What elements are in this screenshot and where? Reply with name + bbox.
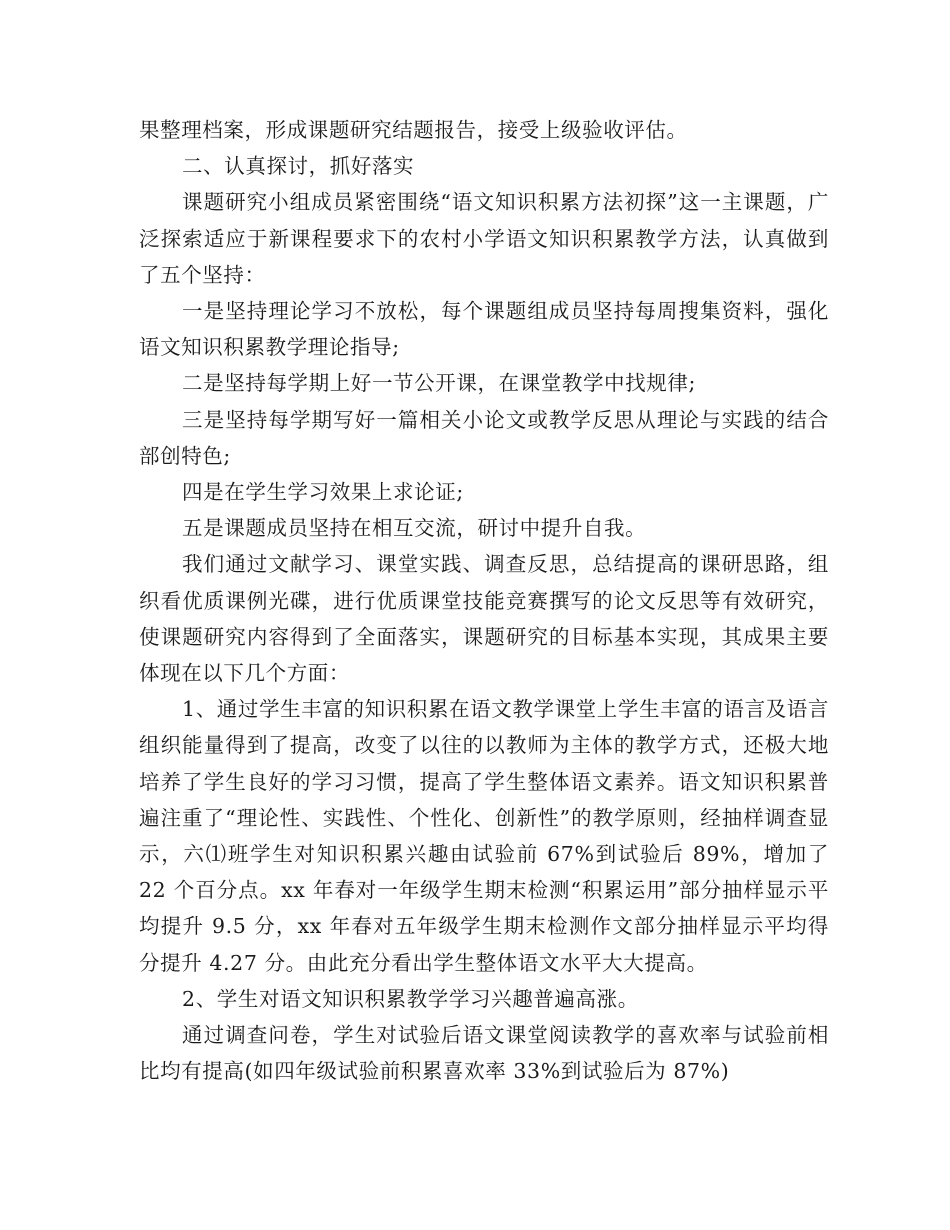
section-heading: 二、认真探讨，抓好落实 — [182, 154, 415, 179]
list-item: 二是坚持每学期上好一节公开课，在课堂教学中找规律; — [182, 371, 696, 396]
document-body — [139, 112, 829, 1089]
list-item: 三是坚持每学期写好一篇相关小论文或教学反思从理论与实践的结合部创特色; — [139, 407, 829, 468]
paragraph-continuation: 果整理档案，形成课题研究结题报告，接受上级验收评估。 — [139, 118, 688, 142]
paragraph: 1、通过学生丰富的知识积累在语文教学课堂上学生丰富的语言及语言组织能量得到了提高，改变了以往的以教师为主体的教学方式，还极大地培养了学生良好的学习习惯，提高了学生整体语文素养。语文知识积累普遍注重了“理论性、实践性、个性化、创新性”的教学原则，经抽样调查显示，六⑴班学生对知识积累兴趣由试验前 67%到试验后 89%，增加了 22 个百分点。xx 年春对一年级学生期末检测“积累运用”部分抽样显示平均提升 9.5 分，xx 年春对五年级学生期末检测作文部分抽样显示平均得分提升 4.27 分。由此充分看出学生整体语文水平大大提高。 — [139, 697, 829, 975]
paragraph: 课题研究小组成员紧密围绕“语文知识积累方法初探”这一主课题，广泛探索适应于新课程要求下的农村小学语文知识积累教学方法，认真做到了五个坚持： — [139, 190, 829, 287]
list-item: 四是在学生学习效果上求论证; — [182, 480, 464, 505]
numbered-heading: 2、学生对语文知识积累教学学习兴趣普遍高涨。 — [182, 986, 639, 1011]
list-item: 五是课题成员坚持在相互交流，研讨中提升自我。 — [182, 516, 647, 541]
paragraph: 我们通过文献学习、课堂实践、调查反思，总结提高的课研思路，组织看优质课例光碟，进行优质课堂技能竞赛撰写的论文反思等有效研究，使课题研究内容得到了全面落实，课题研究的目标基本实现，其成果主要体现在以下几个方面： — [139, 552, 829, 686]
paragraph: 通过调查问卷，学生对试验后语文课堂阅读教学的喜欢率与试验前相比均有提高(如四年级试验前积累喜欢率 33%到试验后为 87%) — [139, 1023, 829, 1084]
list-item: 一是坚持理论学习不放松，每个课题组成员坚持每周搜集资料，强化语文知识积累教学理论指导; — [139, 299, 829, 360]
